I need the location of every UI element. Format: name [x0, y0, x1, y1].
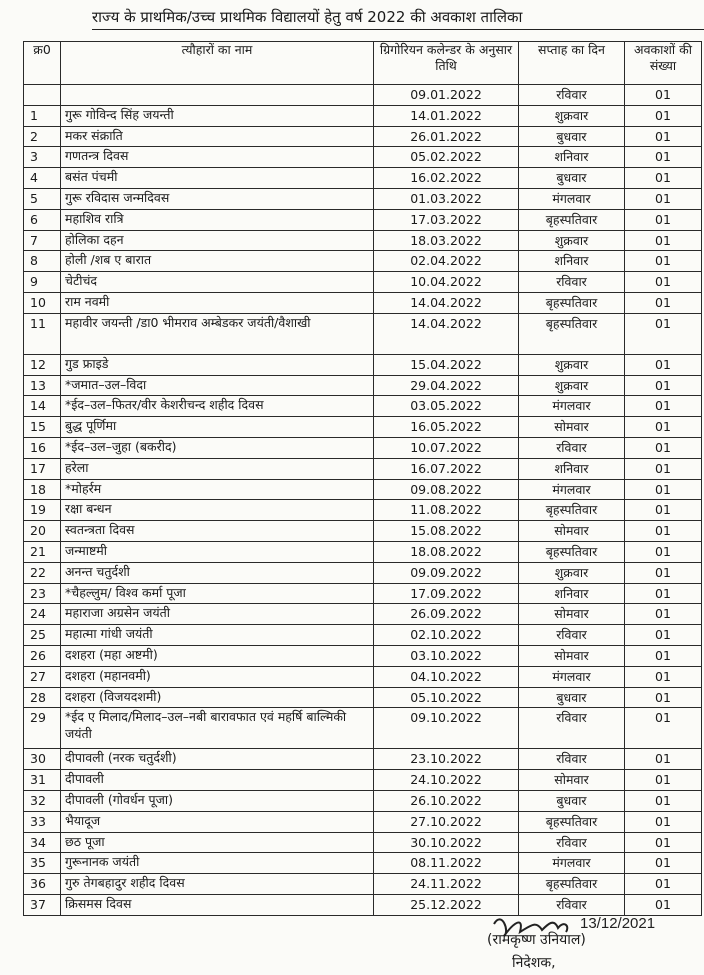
- date-cell: 30.10.2022: [374, 832, 519, 853]
- date-cell: 26.10.2022: [374, 790, 519, 811]
- date-cell: 02.04.2022: [374, 251, 519, 272]
- festival-name-cell: *ईद–उल–जुहा (बकरीद): [61, 437, 374, 458]
- date-cell: 09.08.2022: [374, 479, 519, 500]
- table-row: [24, 126, 702, 147]
- date-cell: 29.04.2022: [374, 375, 519, 396]
- table-row: [24, 666, 702, 687]
- table-row: [24, 230, 702, 251]
- festival-name-cell: दीपावली: [61, 770, 374, 791]
- date-cell: 03.05.2022: [374, 396, 519, 417]
- weekday-cell: मंगलवार: [519, 188, 625, 209]
- date-cell: 18.03.2022: [374, 230, 519, 251]
- festival-name-cell: दीपावली (गोवर्धन पूजा): [61, 790, 374, 811]
- festival-name-cell: दशहरा (महानवमी): [61, 666, 374, 687]
- serial-number-cell: 1: [24, 105, 61, 126]
- serial-number-cell: [24, 85, 61, 106]
- table-row: [24, 292, 702, 313]
- table-row: [24, 562, 702, 583]
- festival-name-cell: *मोहर्रम: [61, 479, 374, 500]
- holiday-count-cell: 01: [625, 230, 702, 251]
- festival-name-cell: *चैहल्लुम/ विश्व कर्मा पूजा: [61, 583, 374, 604]
- holiday-count-cell: 01: [625, 500, 702, 521]
- weekday-cell: बुधवार: [519, 126, 625, 147]
- date-cell: 25.12.2022: [374, 894, 519, 915]
- table-row: [24, 749, 702, 770]
- serial-number-cell: 7: [24, 230, 61, 251]
- weekday-cell: बृहस्पतिवार: [519, 811, 625, 832]
- festival-name-cell: दशहरा (विजयदशमी): [61, 687, 374, 708]
- table-row: [24, 500, 702, 521]
- weekday-cell: शुक्रवार: [519, 375, 625, 396]
- table-row: [24, 354, 702, 375]
- holiday-count-cell: 01: [625, 126, 702, 147]
- date-cell: 24.11.2022: [374, 874, 519, 895]
- holiday-count-cell: 01: [625, 105, 702, 126]
- serial-number-cell: 8: [24, 251, 61, 272]
- festival-name-cell: दशहरा (महा अष्टमी): [61, 645, 374, 666]
- weekday-cell: बृहस्पतिवार: [519, 313, 625, 354]
- holiday-count-cell: 01: [625, 645, 702, 666]
- festival-name-cell: मकर संक्राति: [61, 126, 374, 147]
- signatory-name: (रामकृष्ण उनियाल): [487, 932, 586, 948]
- date-cell: 18.08.2022: [374, 541, 519, 562]
- serial-number-cell: 10: [24, 292, 61, 313]
- weekday-cell: सोमवार: [519, 770, 625, 791]
- serial-number-cell: 31: [24, 770, 61, 791]
- holiday-count-cell: 01: [625, 541, 702, 562]
- date-cell: 17.09.2022: [374, 583, 519, 604]
- holiday-count-cell: 01: [625, 292, 702, 313]
- table-row: [24, 853, 702, 874]
- table-header-row: [24, 42, 702, 85]
- weekday-cell: बृहस्पतिवार: [519, 500, 625, 521]
- date-cell: 01.03.2022: [374, 188, 519, 209]
- table-row: [24, 625, 702, 646]
- holiday-count-cell: 01: [625, 749, 702, 770]
- date-cell: 23.10.2022: [374, 749, 519, 770]
- holiday-count-cell: 01: [625, 272, 702, 293]
- table-row: [24, 417, 702, 438]
- festival-name-cell: भैयादूज: [61, 811, 374, 832]
- festival-name-cell: गुरू रविदास जन्मदिवस: [61, 188, 374, 209]
- weekday-cell: रविवार: [519, 272, 625, 293]
- festival-name-cell: गणतन्त्र दिवस: [61, 147, 374, 168]
- signatory-designation: निदेशक,: [512, 955, 556, 971]
- weekday-cell: रविवार: [519, 437, 625, 458]
- serial-number-cell: 4: [24, 168, 61, 189]
- table-row: [24, 604, 702, 625]
- weekday-cell: रविवार: [519, 832, 625, 853]
- serial-number-cell: 28: [24, 687, 61, 708]
- table-row: [24, 437, 702, 458]
- date-cell: 05.10.2022: [374, 687, 519, 708]
- holiday-count-cell: 01: [625, 666, 702, 687]
- holiday-count-cell: 01: [625, 687, 702, 708]
- weekday-cell: शनिवार: [519, 251, 625, 272]
- table-row: [24, 458, 702, 479]
- header-gregorian-date: ग्रिगोरियन कलेन्डर के अनुसार तिथि: [374, 42, 519, 85]
- table-row: [24, 168, 702, 189]
- festival-name-cell: *ईद–उल–फितर/वीर केशरीचन्द शहीद दिवस: [61, 396, 374, 417]
- table-row: [24, 708, 702, 749]
- table-row: [24, 583, 702, 604]
- serial-number-cell: 22: [24, 562, 61, 583]
- holiday-count-cell: 01: [625, 85, 702, 106]
- weekday-cell: शुक्रवार: [519, 562, 625, 583]
- festival-name-cell: [61, 85, 374, 106]
- date-cell: 15.08.2022: [374, 521, 519, 542]
- weekday-cell: बुधवार: [519, 790, 625, 811]
- weekday-cell: बृहस्पतिवार: [519, 874, 625, 895]
- table-row: [24, 147, 702, 168]
- holiday-count-cell: 01: [625, 708, 702, 749]
- date-cell: 09.09.2022: [374, 562, 519, 583]
- table-row: [24, 396, 702, 417]
- holiday-count-cell: 01: [625, 832, 702, 853]
- festival-name-cell: छठ पूजा: [61, 832, 374, 853]
- table-row: [24, 272, 702, 293]
- header-holiday-count: अवकाशों की संख्या: [625, 42, 702, 85]
- festival-name-cell: स्वतन्त्रता दिवस: [61, 521, 374, 542]
- serial-number-cell: 36: [24, 874, 61, 895]
- weekday-cell: रविवार: [519, 749, 625, 770]
- weekday-cell: शनिवार: [519, 583, 625, 604]
- serial-number-cell: 34: [24, 832, 61, 853]
- holiday-count-cell: 01: [625, 874, 702, 895]
- festival-name-cell: महात्मा गांधी जयंती: [61, 625, 374, 646]
- weekday-cell: बृहस्पतिवार: [519, 209, 625, 230]
- weekday-cell: बृहस्पतिवार: [519, 292, 625, 313]
- weekday-cell: शनिवार: [519, 147, 625, 168]
- serial-number-cell: 14: [24, 396, 61, 417]
- date-cell: 10.04.2022: [374, 272, 519, 293]
- holiday-count-cell: 01: [625, 770, 702, 791]
- festival-name-cell: क्रिसमस दिवस: [61, 894, 374, 915]
- holiday-count-cell: 01: [625, 313, 702, 354]
- date-cell: 05.02.2022: [374, 147, 519, 168]
- weekday-cell: शुक्रवार: [519, 354, 625, 375]
- holiday-table-body: [24, 85, 702, 916]
- festival-name-cell: महावीर जयन्ती /डा0 भीमराव अम्बेडकर जयंती/वैशाखी: [61, 313, 374, 354]
- date-cell: 17.03.2022: [374, 209, 519, 230]
- header-serial-number: क्र0: [24, 42, 61, 85]
- weekday-cell: रविवार: [519, 625, 625, 646]
- holiday-count-cell: 01: [625, 354, 702, 375]
- weekday-cell: शुक्रवार: [519, 105, 625, 126]
- festival-name-cell: चेटीचंद: [61, 272, 374, 293]
- table-row: [24, 645, 702, 666]
- date-cell: 24.10.2022: [374, 770, 519, 791]
- header-festival-name: त्यौहारों का नाम: [61, 42, 374, 85]
- weekday-cell: बृहस्पतिवार: [519, 541, 625, 562]
- serial-number-cell: 25: [24, 625, 61, 646]
- serial-number-cell: 19: [24, 500, 61, 521]
- table-row: [24, 375, 702, 396]
- festival-name-cell: जन्माष्टमी: [61, 541, 374, 562]
- serial-number-cell: 32: [24, 790, 61, 811]
- table-row: [24, 521, 702, 542]
- weekday-cell: सोमवार: [519, 521, 625, 542]
- festival-name-cell: *जमात–उल–विदा: [61, 375, 374, 396]
- table-row: [24, 313, 702, 354]
- table-row: [24, 85, 702, 106]
- serial-number-cell: 16: [24, 437, 61, 458]
- weekday-cell: मंगलवार: [519, 853, 625, 874]
- date-cell: 15.04.2022: [374, 354, 519, 375]
- holiday-count-cell: 01: [625, 604, 702, 625]
- weekday-cell: मंगलवार: [519, 396, 625, 417]
- date-cell: 14.04.2022: [374, 313, 519, 354]
- festival-name-cell: महाशिव रात्रि: [61, 209, 374, 230]
- table-row: [24, 687, 702, 708]
- festival-name-cell: गुरूनानक जयंती: [61, 853, 374, 874]
- date-cell: 09.10.2022: [374, 708, 519, 749]
- date-cell: 02.10.2022: [374, 625, 519, 646]
- signature-date: 13/12/2021: [580, 915, 656, 932]
- serial-number-cell: 6: [24, 209, 61, 230]
- date-cell: 03.10.2022: [374, 645, 519, 666]
- holiday-count-cell: 01: [625, 168, 702, 189]
- festival-name-cell: होली /शब ए बारात: [61, 251, 374, 272]
- table-row: [24, 770, 702, 791]
- holiday-count-cell: 01: [625, 479, 702, 500]
- weekday-cell: रविवार: [519, 894, 625, 915]
- holiday-count-cell: 01: [625, 147, 702, 168]
- holiday-count-cell: 01: [625, 437, 702, 458]
- holiday-count-cell: 01: [625, 811, 702, 832]
- date-cell: 14.01.2022: [374, 105, 519, 126]
- weekday-cell: शनिवार: [519, 458, 625, 479]
- festival-name-cell: *ईद ए मिलाद/मिलाद–उल–नबी बारावफात एवं महर्षि बाल्मिकी जयंती: [61, 708, 374, 749]
- date-cell: 10.07.2022: [374, 437, 519, 458]
- table-row: [24, 874, 702, 895]
- serial-number-cell: 3: [24, 147, 61, 168]
- festival-name-cell: दीपावली (नरक चतुर्दशी): [61, 749, 374, 770]
- holiday-count-cell: 01: [625, 521, 702, 542]
- festival-name-cell: रक्षा बन्धन: [61, 500, 374, 521]
- holiday-count-cell: 01: [625, 417, 702, 438]
- holiday-count-cell: 01: [625, 894, 702, 915]
- date-cell: 09.01.2022: [374, 85, 519, 106]
- serial-number-cell: 18: [24, 479, 61, 500]
- date-cell: 27.10.2022: [374, 811, 519, 832]
- holiday-count-cell: 01: [625, 458, 702, 479]
- serial-number-cell: 35: [24, 853, 61, 874]
- weekday-cell: रविवार: [519, 708, 625, 749]
- serial-number-cell: 29: [24, 708, 61, 749]
- table-row: [24, 251, 702, 272]
- serial-number-cell: 13: [24, 375, 61, 396]
- serial-number-cell: 24: [24, 604, 61, 625]
- serial-number-cell: 15: [24, 417, 61, 438]
- weekday-cell: बुधवार: [519, 687, 625, 708]
- date-cell: 11.08.2022: [374, 500, 519, 521]
- holiday-count-cell: 01: [625, 396, 702, 417]
- date-cell: 16.07.2022: [374, 458, 519, 479]
- serial-number-cell: 17: [24, 458, 61, 479]
- date-cell: 26.09.2022: [374, 604, 519, 625]
- serial-number-cell: 26: [24, 645, 61, 666]
- date-cell: 04.10.2022: [374, 666, 519, 687]
- holiday-count-cell: 01: [625, 188, 702, 209]
- table-row: [24, 541, 702, 562]
- serial-number-cell: 23: [24, 583, 61, 604]
- holiday-count-cell: 01: [625, 790, 702, 811]
- weekday-cell: मंगलवार: [519, 666, 625, 687]
- holiday-count-cell: 01: [625, 251, 702, 272]
- table-row: [24, 832, 702, 853]
- date-cell: 08.11.2022: [374, 853, 519, 874]
- festival-name-cell: महाराजा अग्रसेन जयंती: [61, 604, 374, 625]
- holiday-count-cell: 01: [625, 209, 702, 230]
- serial-number-cell: 12: [24, 354, 61, 375]
- serial-number-cell: 30: [24, 749, 61, 770]
- table-row: [24, 811, 702, 832]
- holiday-count-cell: 01: [625, 375, 702, 396]
- weekday-cell: मंगलवार: [519, 479, 625, 500]
- date-cell: 26.01.2022: [374, 126, 519, 147]
- festival-name-cell: गुरू गोविन्द सिंह जयन्ती: [61, 105, 374, 126]
- festival-name-cell: गुड फ्राइडे: [61, 354, 374, 375]
- weekday-cell: सोमवार: [519, 645, 625, 666]
- festival-name-cell: होलिका दहन: [61, 230, 374, 251]
- serial-number-cell: 37: [24, 894, 61, 915]
- serial-number-cell: 27: [24, 666, 61, 687]
- weekday-cell: रविवार: [519, 85, 625, 106]
- holiday-table: [23, 41, 702, 916]
- weekday-cell: सोमवार: [519, 604, 625, 625]
- festival-name-cell: राम नवमी: [61, 292, 374, 313]
- table-row: [24, 790, 702, 811]
- festival-name-cell: गुरु तेगबहादुर शहीद दिवस: [61, 874, 374, 895]
- weekday-cell: बुधवार: [519, 168, 625, 189]
- serial-number-cell: 11: [24, 313, 61, 354]
- serial-number-cell: 20: [24, 521, 61, 542]
- serial-number-cell: 2: [24, 126, 61, 147]
- festival-name-cell: बसंत पंचमी: [61, 168, 374, 189]
- date-cell: 16.05.2022: [374, 417, 519, 438]
- table-row: [24, 105, 702, 126]
- festival-name-cell: अनन्त चतुर्दशी: [61, 562, 374, 583]
- weekday-cell: सोमवार: [519, 417, 625, 438]
- festival-name-cell: हरेला: [61, 458, 374, 479]
- table-row: [24, 479, 702, 500]
- date-cell: 16.02.2022: [374, 168, 519, 189]
- holiday-count-cell: 01: [625, 583, 702, 604]
- serial-number-cell: 5: [24, 188, 61, 209]
- serial-number-cell: 21: [24, 541, 61, 562]
- festival-name-cell: बुद्ध पूर्णिमा: [61, 417, 374, 438]
- serial-number-cell: 33: [24, 811, 61, 832]
- holiday-count-cell: 01: [625, 853, 702, 874]
- document-title: राज्य के प्राथमिक/उच्च प्राथमिक विद्यालयों हेतु वर्ष 2022 की अवकाश तालिका: [92, 7, 704, 30]
- holiday-count-cell: 01: [625, 562, 702, 583]
- weekday-cell: शुक्रवार: [519, 230, 625, 251]
- header-weekday: सप्ताह का दिन: [519, 42, 625, 85]
- date-cell: 14.04.2022: [374, 292, 519, 313]
- table-row: [24, 209, 702, 230]
- serial-number-cell: 9: [24, 272, 61, 293]
- holiday-count-cell: 01: [625, 625, 702, 646]
- table-row: [24, 188, 702, 209]
